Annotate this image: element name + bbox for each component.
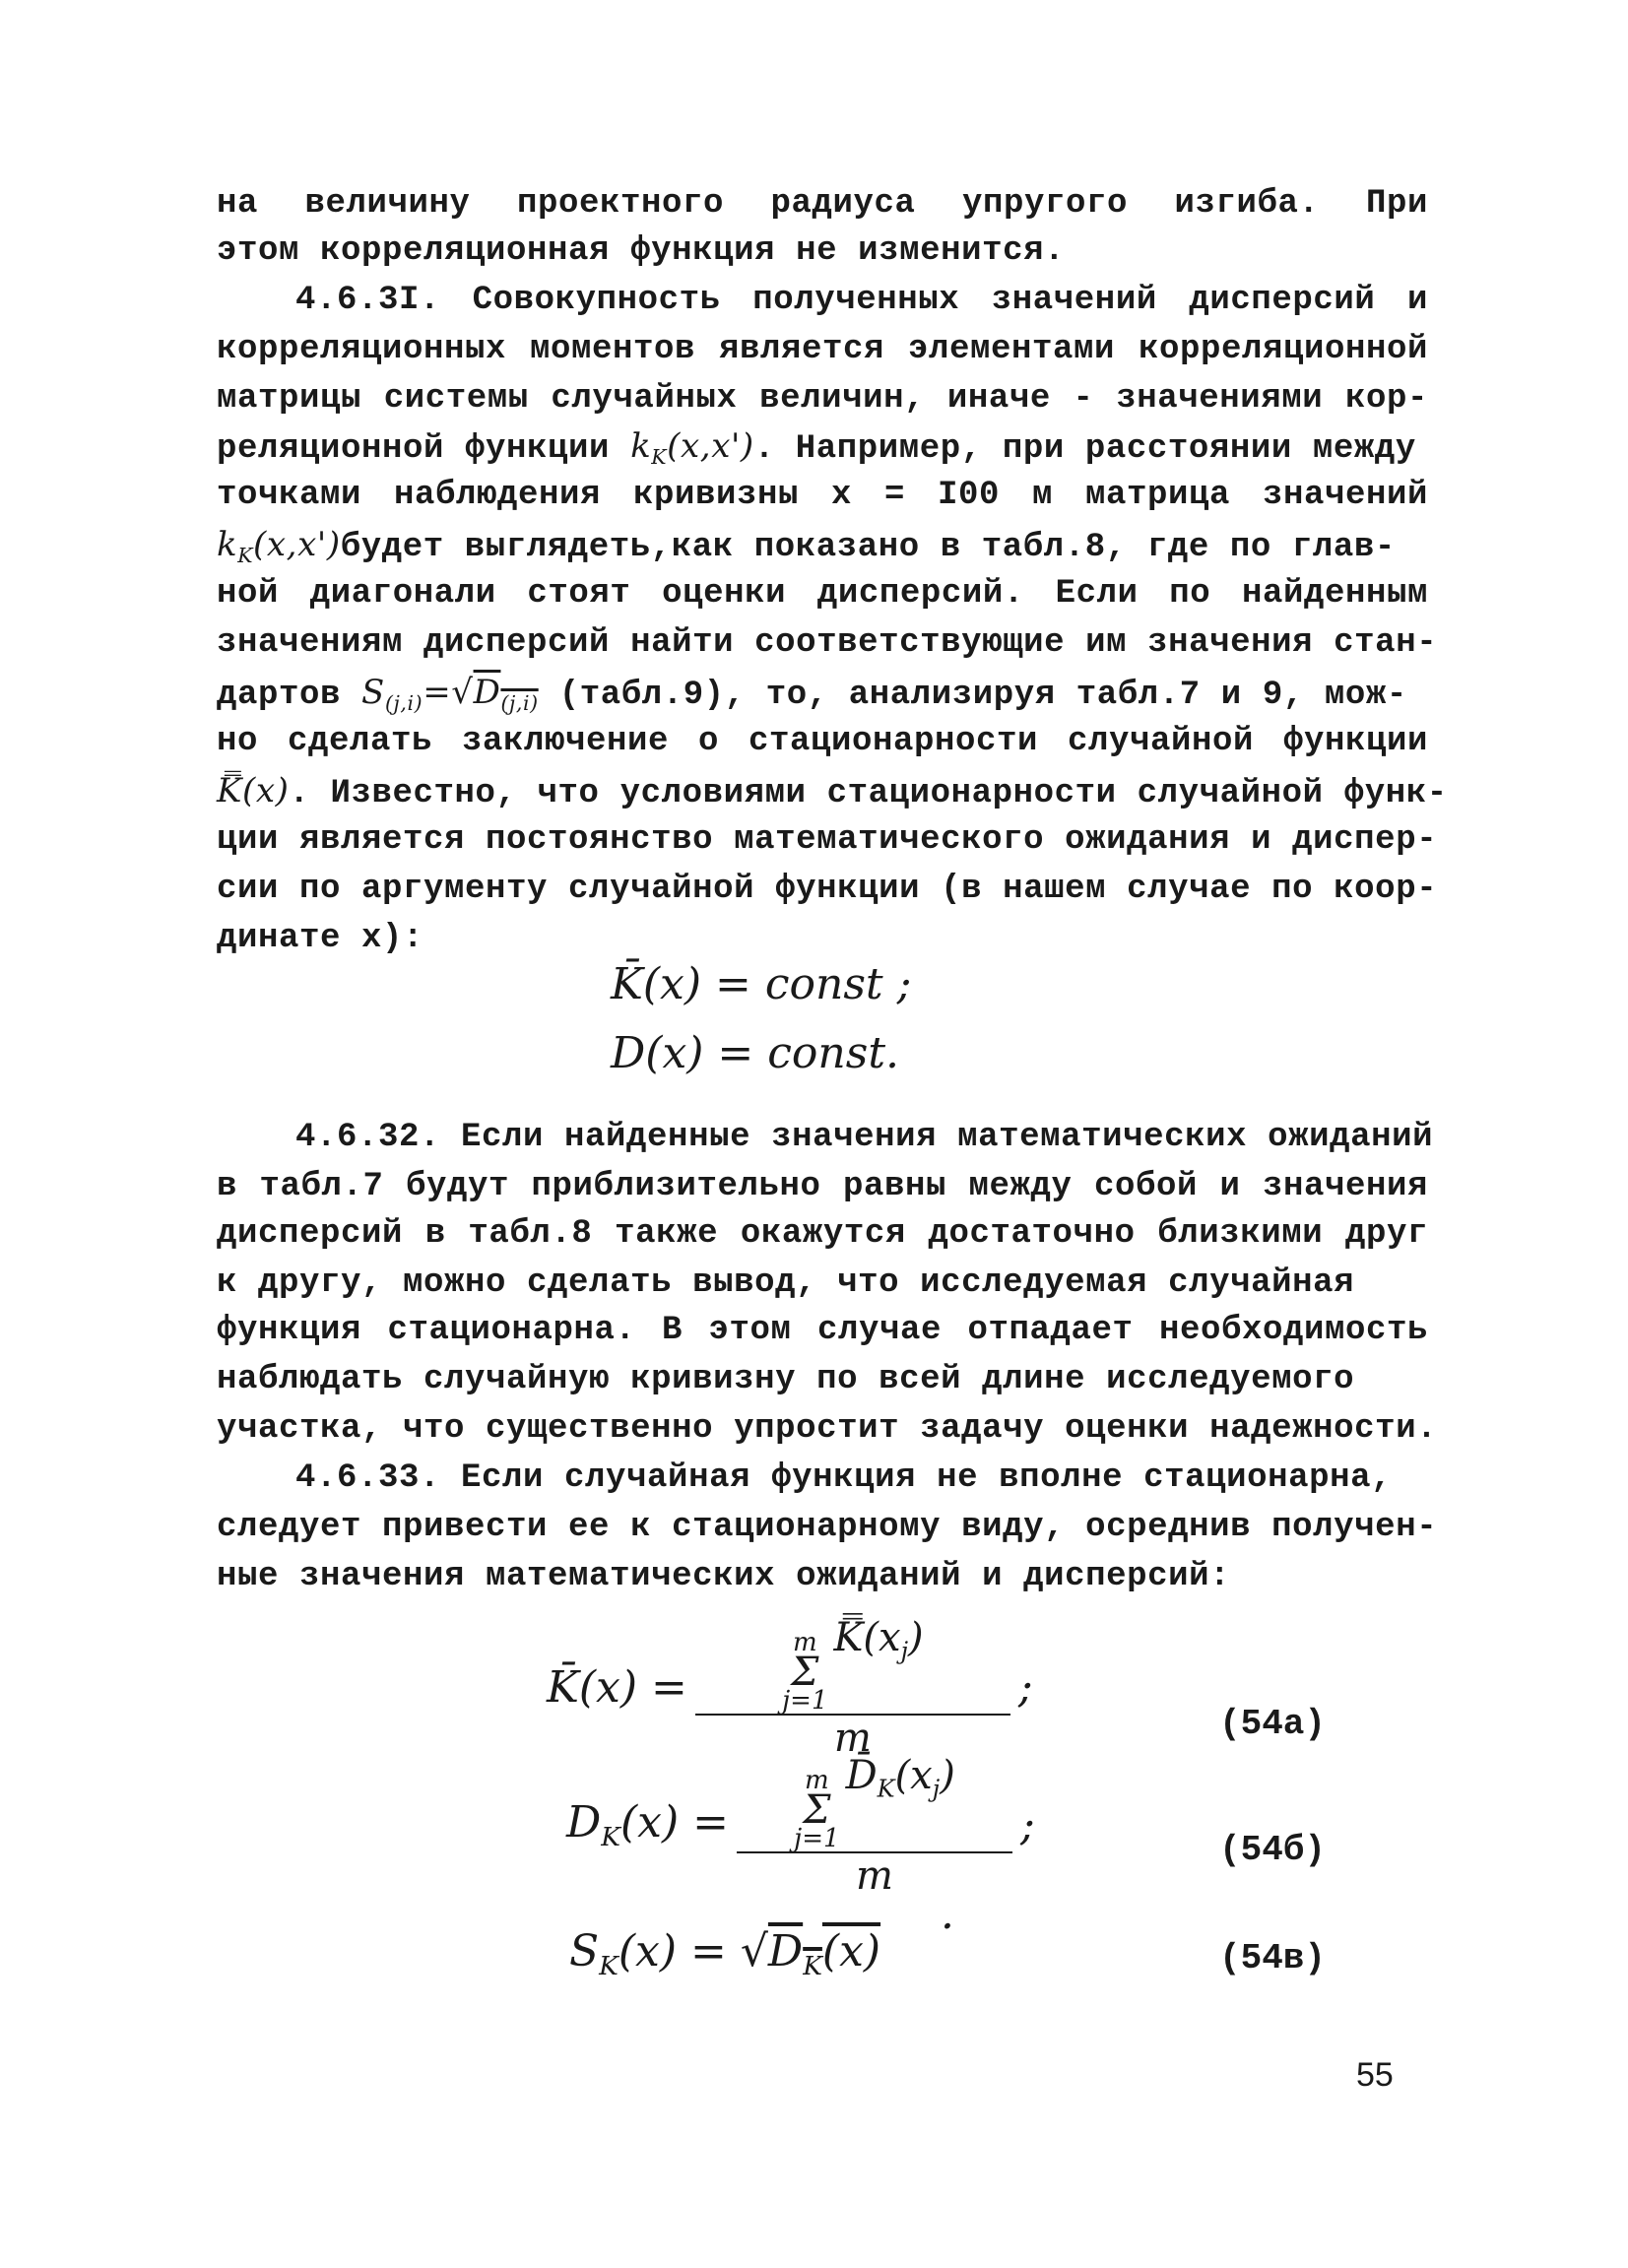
text-fragment: дартов [217, 677, 342, 714]
text-line-14: ции является постоянство математического ожидания и диспер- [217, 821, 1438, 859]
inline-formula-Kx: K̿(x) [217, 771, 290, 810]
sum-symbol: m Σ j=1 [794, 1766, 840, 1854]
page-number: 55 [1356, 2056, 1394, 2094]
text-fragment: реляционной функции [217, 430, 611, 468]
formula-54b-semicolon: ; [1020, 1799, 1035, 1850]
text-fragment: (табл.9), то, анализируя табл.7 и 9, мож- [558, 677, 1407, 714]
text-line-20: к другу, можно сделать вывод, что исследуемая случайная [217, 1264, 1355, 1302]
text-line-7: точками наблюдения кривизны x = I00 м матрица значений [217, 477, 1428, 514]
text-line-2: этом корреляционная функция не изменится. [217, 232, 1066, 270]
formula-54b [566, 1753, 1035, 1899]
text-line-26: ные значения математических ожиданий и дисперсий: [217, 1558, 1231, 1595]
text-line-22: наблюдать случайную кривизну по всей длине исследуемого [217, 1361, 1355, 1398]
formula-dispersion-const: D(x) = const. [611, 1028, 899, 1078]
text-line-19: дисперсий в табл.8 также окажутся достаточно близкими друг [217, 1215, 1428, 1253]
formula-54b-numerator: m Σ j=1 $D̄_K(x_j)$ [794, 1753, 955, 1854]
formula-54b-fraction [737, 1753, 1012, 1899]
text-line-11 [217, 673, 1428, 716]
formula-mean-const: K̄(x) = const ; [611, 959, 912, 1009]
text-line-18: в табл.7 будут приблизительно равны между собой и значения [217, 1168, 1428, 1205]
text-fragment: . Известно, что условиями стационарности случайной функ- [289, 775, 1448, 812]
formula-54a-fraction [695, 1615, 1010, 1761]
text-line-1: на величину проектного радиуса упругого изгиба. При [217, 185, 1428, 223]
text-line-5: матрицы системы случайных величин, иначе - значениями кор- [217, 380, 1428, 418]
text-line-12: но сделать заключение о стационарности случайной функции [217, 723, 1428, 760]
text-line-4: корреляционных моментов является элементами корреляционной [217, 331, 1428, 368]
formula-54c-dot: · [941, 1902, 954, 1952]
text-line-15: сии по аргументу случайной функции (в нашем случае по коор- [217, 871, 1438, 908]
text-line-21: функция стационарна. В этом случае отпадает необходимость [217, 1312, 1428, 1349]
formula-54c: $S_K(x) = √D_K(x)$ [569, 1926, 881, 1982]
text-fragment: . Например, при расстоянии между [753, 430, 1416, 468]
formula-54b-denominator: m [856, 1852, 893, 1899]
text-line-25: следует привести ее к стационарному виду, осреднив получен- [217, 1509, 1438, 1546]
text-line-23: участка, что существенно упростит задачу оценки надежности. [217, 1410, 1438, 1448]
formula-54a [547, 1615, 1033, 1761]
paragraph-4-6-33-start: 4.6.33. Если случайная функция не вполне стационарна, [295, 1459, 1393, 1497]
formula-54a-semicolon: ; [1017, 1661, 1033, 1713]
inline-formula-sij: $S_{(j,i)}=√D_{(j,i)}$ [361, 673, 539, 716]
equation-number-54b: (54б) [1219, 1830, 1327, 1870]
text-line-6 [217, 426, 1428, 470]
inline-formula-kx: $k_K(x,x')$ [630, 426, 754, 470]
equation-number-54c: (54в) [1219, 1938, 1327, 1978]
formula-54b-lhs: $D_K(x)$ = [566, 1796, 729, 1852]
sum-symbol: m Σ j=1 [782, 1628, 828, 1717]
text-line-16: динате x): [217, 920, 424, 957]
inline-formula-kx-2: $k_K(x,x')$ [217, 525, 341, 568]
formula-54a-numerator: m Σ j=1 $K̿(x_j)$ [782, 1615, 924, 1717]
text-line-13 [217, 771, 1448, 812]
paragraph-4-6-32-start: 4.6.32. Если найденные значения математических ожиданий [295, 1119, 1434, 1156]
formula-54a-lhs: K̄(x) = [547, 1661, 687, 1713]
text-line-10: значениям дисперсий найти соответствующие им значения стан- [217, 624, 1438, 662]
text-fragment: будет выглядеть,как показано в табл.8, где по глав- [340, 529, 1396, 566]
formula-54a-denominator: m [833, 1715, 872, 1761]
text-line-8 [217, 525, 1428, 568]
equation-number-54a: (54a) [1219, 1704, 1327, 1744]
text-line-9: ной диагонали стоят оценки дисперсий. Если по найденным [217, 575, 1428, 613]
paragraph-4-6-31-start: 4.6.3I. Совокупность полученных значений дисперсий и [295, 282, 1428, 319]
